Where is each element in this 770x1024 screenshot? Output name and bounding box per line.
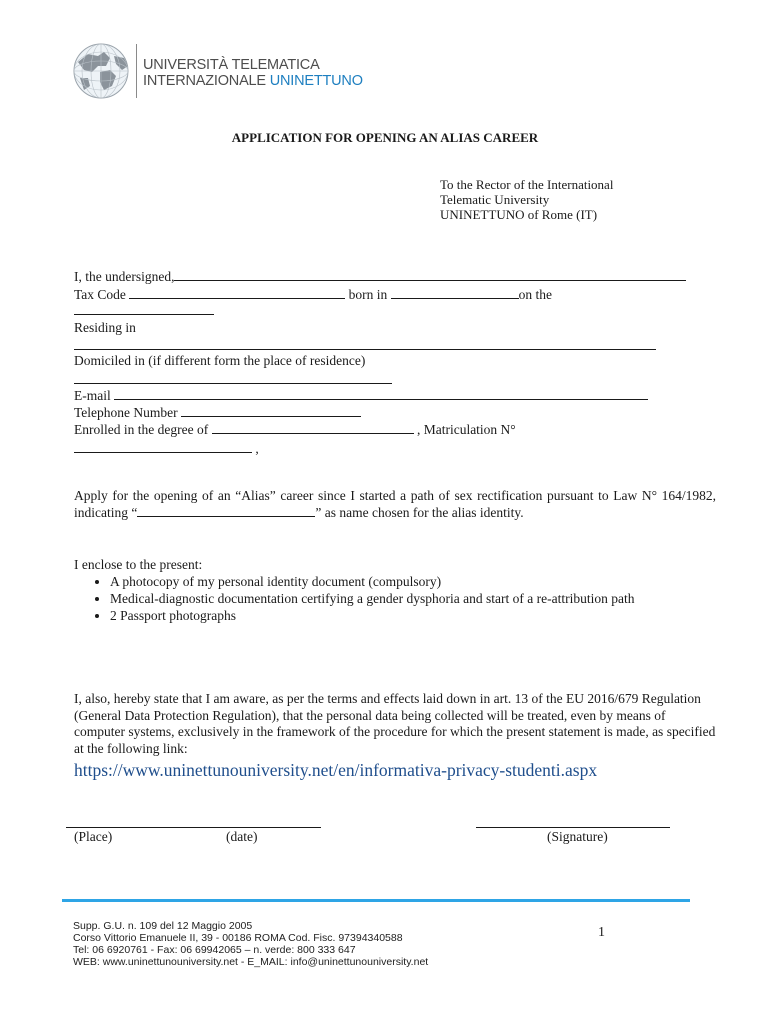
alias-name-field[interactable] bbox=[137, 504, 315, 517]
signature-label: (Signature) bbox=[547, 829, 608, 844]
address-line-1: To the Rector of the International bbox=[440, 177, 614, 192]
page-number: 1 bbox=[598, 925, 605, 940]
on-the-label: on the bbox=[518, 287, 553, 302]
list-item: • Medical-diagnostic documentation certifying a gender dysphoria and start of a re-attribution path bbox=[110, 590, 684, 607]
enrolled-label: Enrolled in the degree of bbox=[74, 422, 209, 437]
apply-text-2: ” as name chosen for the alias identity. bbox=[315, 505, 524, 520]
address-line-3: UNINETTUNO of Rome (IT) bbox=[440, 207, 598, 222]
telephone-row bbox=[74, 404, 361, 421]
date-label: (date) bbox=[226, 829, 258, 844]
place-label: (Place) bbox=[74, 829, 113, 844]
footer-line-3: Tel: 06 6920761 - Fax: 06 69942065 – n. verde: 800 333 647 bbox=[73, 944, 356, 956]
telephone-label: Telephone Number bbox=[74, 405, 178, 420]
footer-line-1: Supp. G.U. n. 109 del 12 Maggio 2005 bbox=[73, 920, 253, 932]
email-field[interactable] bbox=[114, 387, 648, 400]
domiciled-label: Domiciled in (if different form the place of residence) bbox=[74, 353, 366, 368]
apply-paragraph bbox=[74, 487, 716, 521]
footer bbox=[73, 920, 428, 968]
list-item: • 2 Passport photographs bbox=[110, 607, 684, 624]
enclosures bbox=[74, 556, 684, 624]
logo-line-2b: UNINETTUNO bbox=[269, 73, 363, 89]
residing-label: Residing in bbox=[74, 320, 136, 335]
document-title: APPLICATION FOR OPENING AN ALIAS CAREER bbox=[231, 130, 539, 145]
recipient-address bbox=[440, 177, 613, 222]
tax-code-row bbox=[74, 286, 552, 303]
privacy-statement: I, also, hereby state that I am aware, as per the terms and effects laid down in art. 13 of the EU 2016/679 Regulation (General Data Protection Regulation), that the personal data being collected will be treated, even by means of computer systems, exclusively in the framework of the procedure for which the present statement is made, as specified at the following link: bbox=[74, 691, 716, 756]
matriculation-row bbox=[74, 440, 259, 457]
enrolled-row bbox=[74, 421, 516, 438]
matriculation-field[interactable] bbox=[74, 440, 252, 453]
undersigned-label: I, the undersigned, bbox=[74, 269, 175, 284]
birthdate-field[interactable] bbox=[74, 302, 214, 315]
privacy-link[interactable]: https://www.uninettunouniversity.net/en/informativa-privacy-studenti.aspx bbox=[74, 760, 598, 780]
list-item: • A photocopy of my personal identity document (compulsory) bbox=[110, 573, 684, 590]
signature-line[interactable] bbox=[476, 827, 670, 828]
apply-text-1: Apply for the opening of an “Alias” career since I started a path of sex rectification pursuant to Law N° 164/1982, indicating “ bbox=[74, 488, 716, 520]
enclose-intro: I enclose to the present: bbox=[74, 557, 203, 572]
undersigned-row bbox=[74, 268, 686, 285]
globe-icon bbox=[70, 42, 132, 100]
telephone-field[interactable] bbox=[181, 404, 361, 417]
born-in-label: born in bbox=[348, 287, 388, 302]
email-row bbox=[74, 387, 648, 404]
logo-divider bbox=[136, 44, 137, 98]
enclosure-list bbox=[74, 573, 684, 624]
comma: , bbox=[255, 441, 259, 456]
birthdate-row bbox=[74, 302, 214, 319]
footer-rule bbox=[62, 899, 690, 902]
place-date-line[interactable] bbox=[66, 827, 321, 828]
address-line-2: Telematic University bbox=[440, 192, 550, 207]
footer-line-2: Corso Vittorio Emanuele II, 39 - 00186 ROMA Cod. Fisc. 97394340588 bbox=[73, 932, 403, 944]
birthplace-field[interactable] bbox=[391, 286, 519, 299]
logo-line-2 bbox=[143, 73, 363, 89]
footer-line-4: WEB: www.uninettunouniversity.net - E_MAIL: info@uninettunouniversity.net bbox=[73, 956, 429, 968]
degree-field[interactable] bbox=[212, 421, 414, 434]
logo-line-1: UNIVERSITÀ TELEMATICA bbox=[143, 57, 320, 73]
matriculation-label: , Matriculation N° bbox=[416, 422, 516, 437]
residence-field[interactable] bbox=[74, 349, 656, 350]
email-label: E-mail bbox=[74, 388, 111, 403]
tax-code-label: Tax Code bbox=[74, 287, 126, 302]
university-logo-text bbox=[143, 57, 363, 89]
logo-line-2a: INTERNAZIONALE bbox=[143, 73, 270, 89]
domicile-field[interactable] bbox=[74, 383, 392, 384]
name-field[interactable] bbox=[174, 268, 686, 281]
tax-code-field[interactable] bbox=[129, 286, 345, 299]
